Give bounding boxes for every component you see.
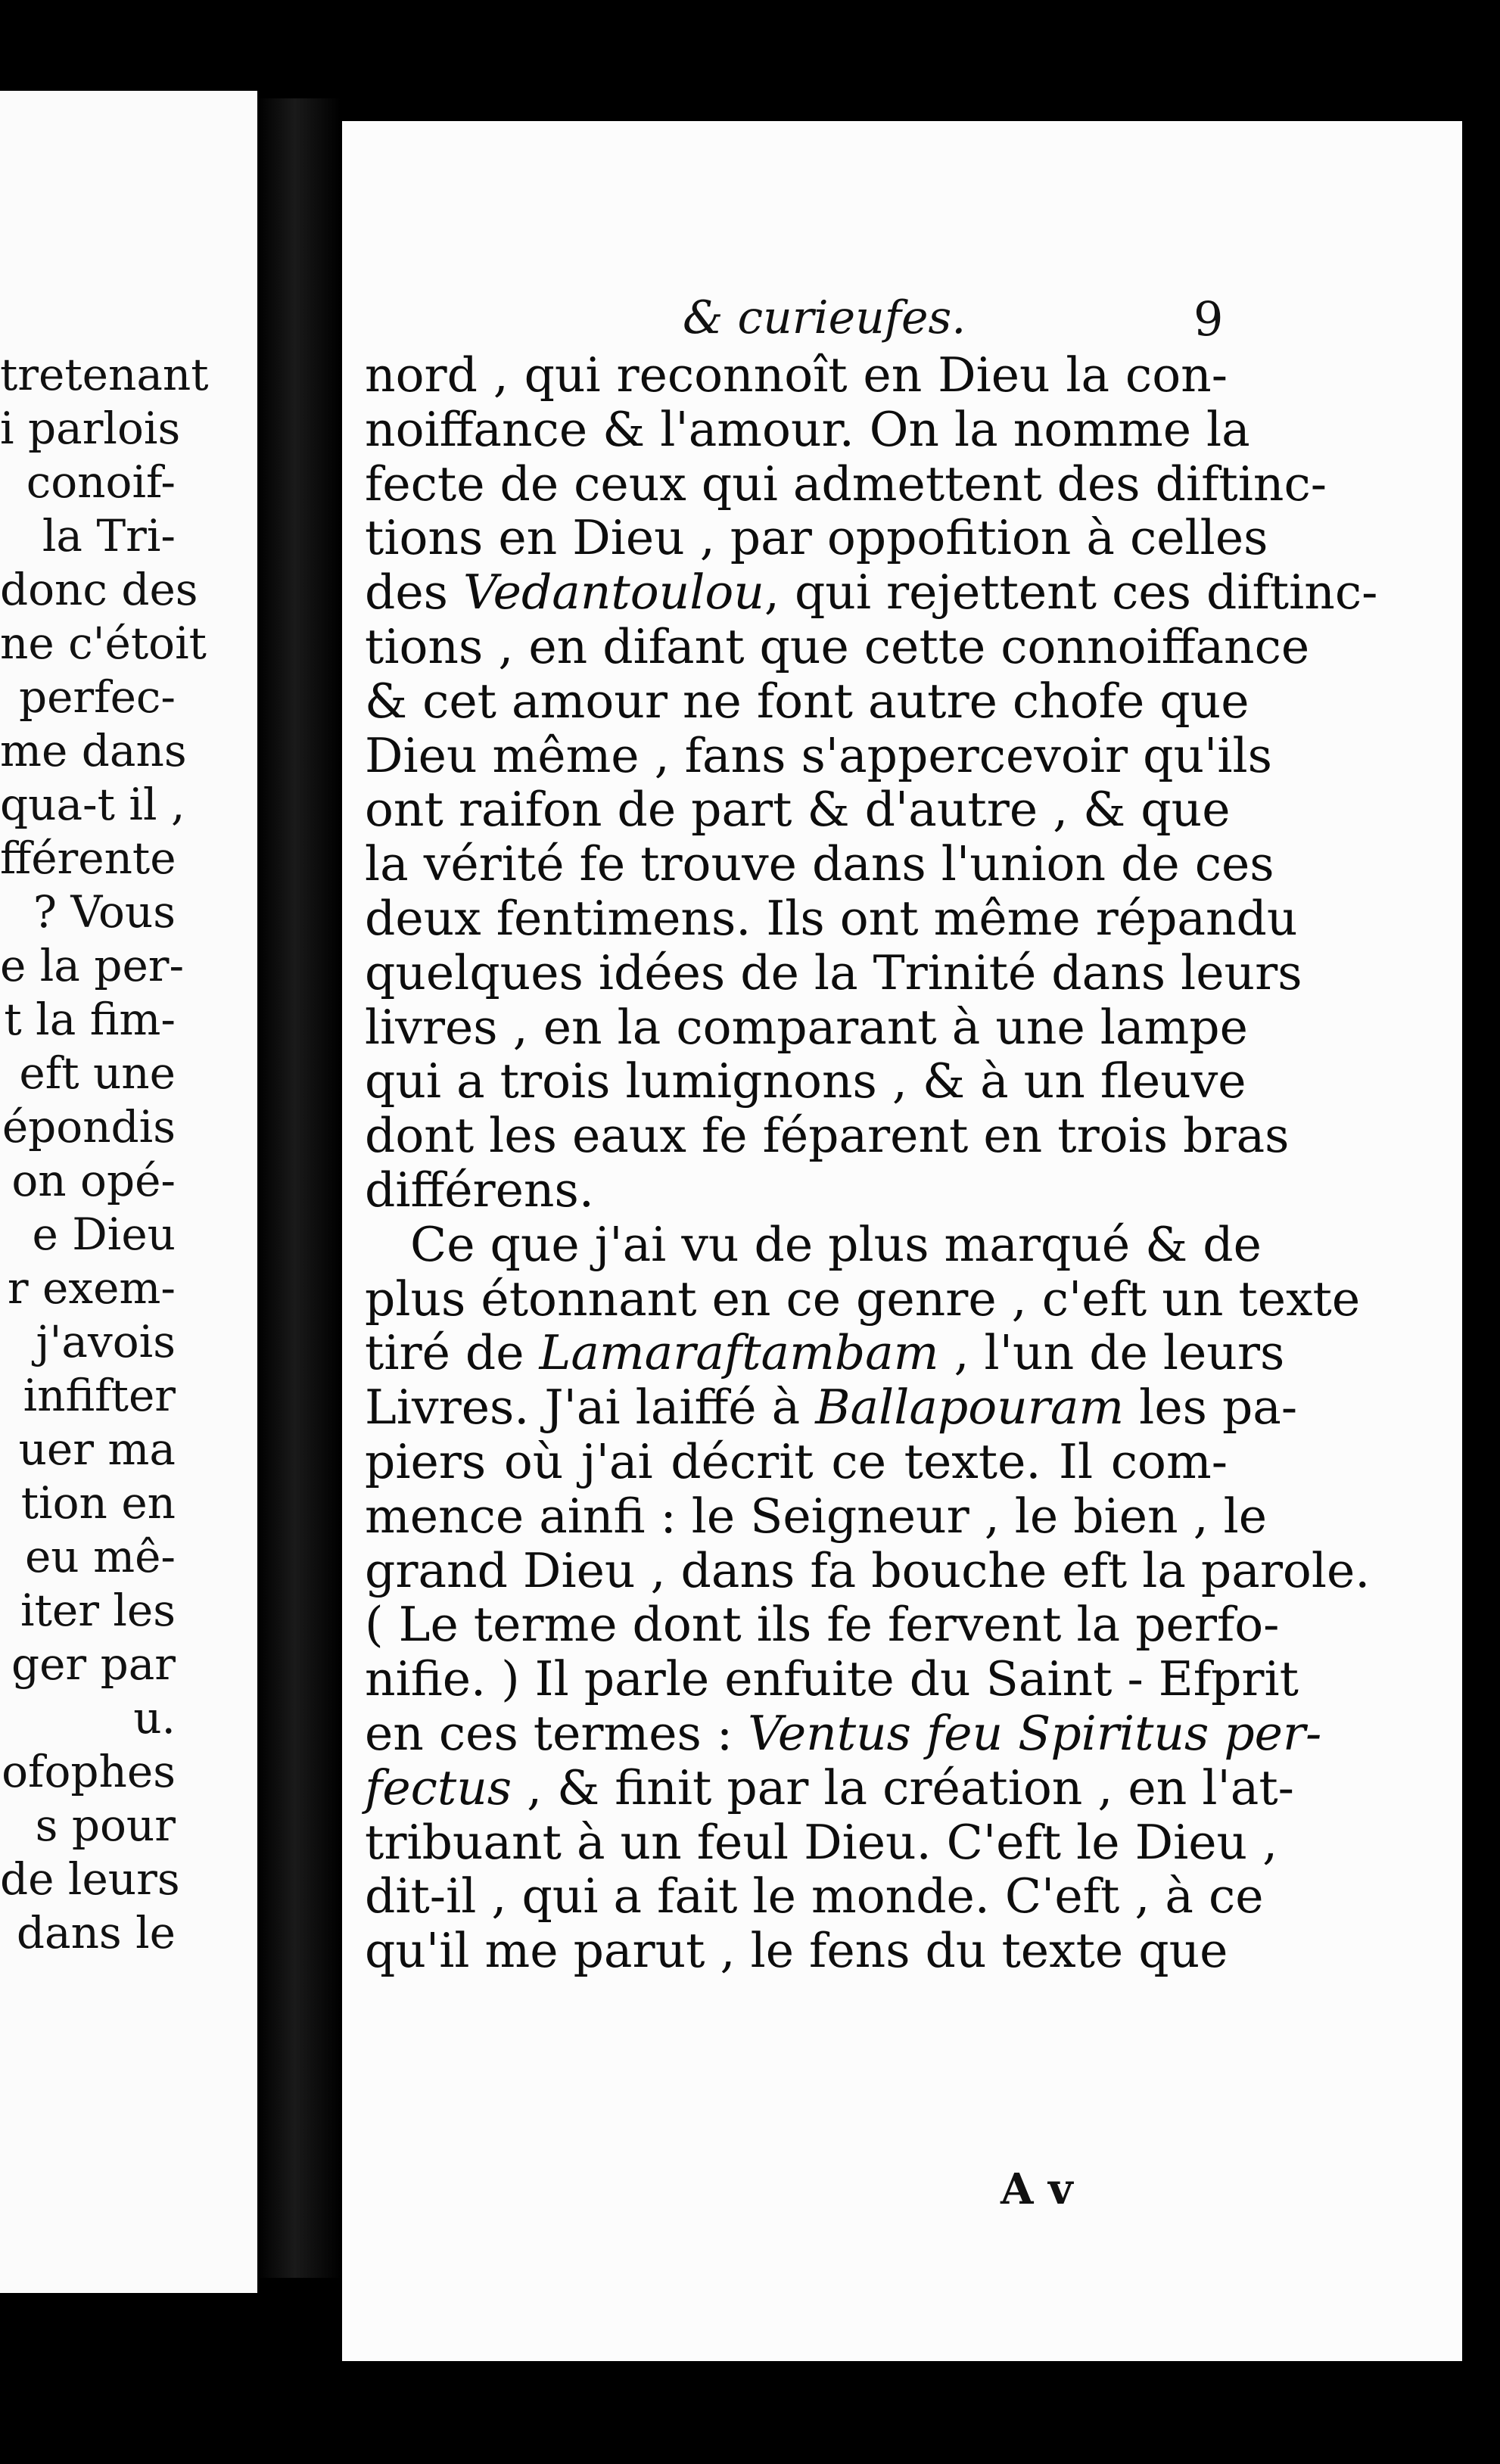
right-page	[342, 121, 1462, 2361]
text-line: tions en Dieu , par oppofition à celles	[365, 510, 1268, 566]
left-page-line: uer ma	[18, 1423, 176, 1475]
text-run: les pa-	[1124, 1380, 1298, 1436]
left-page-line: tion en	[20, 1477, 176, 1529]
left-page-line: eft une	[19, 1047, 176, 1099]
left-page-line: la Tri-	[42, 510, 176, 562]
page-number: 9	[1193, 291, 1224, 347]
left-page-line: u.	[133, 1692, 176, 1744]
left-page-line: tretenant	[0, 349, 209, 400]
text-line: ( Le terme dont ils fe fervent la perfo-	[365, 1597, 1280, 1653]
text-line	[365, 1325, 1285, 1381]
text-line	[365, 565, 1378, 621]
left-page-line: perfec-	[18, 671, 176, 723]
text-line: qui a trois lumignons , & à un fleuve	[365, 1053, 1246, 1109]
left-page-line: ofophes	[2, 1746, 176, 1797]
text-line: mence ainfi : le Seigneur , le bien , le	[365, 1488, 1268, 1544]
left-page-line: donc des	[0, 564, 198, 615]
text-line: fecte de ceux qui admettent des diftinc-	[365, 456, 1327, 512]
text-line: nifie. ) Il parle enfuite du Saint - Efprit	[365, 1651, 1299, 1707]
left-page-line: conoif-	[26, 456, 176, 508]
italic-term: fectus	[365, 1759, 512, 1815]
text-line: qu'il me parut , le fens du texte que	[365, 1923, 1228, 1979]
left-page-text	[0, 348, 209, 1960]
italic-term: Vedantoulou	[462, 565, 764, 621]
text-line: piers où j'ai décrit ce texte. Il com-	[365, 1433, 1228, 1489]
left-page-line: iter les	[20, 1585, 176, 1636]
italic-term: Ballapouram	[815, 1380, 1125, 1436]
left-page-line: j'avois	[36, 1316, 176, 1367]
text-line: plus étonnant en ce genre , c'eft un texte	[365, 1271, 1361, 1327]
book-gutter	[257, 98, 341, 2278]
left-page-line: épondis	[2, 1101, 176, 1153]
text-line: nord , qui reconnoît en Dieu la con-	[365, 347, 1228, 403]
text-line: quelques idées de la Trinité dans leurs	[365, 944, 1302, 1000]
text-run: en ces termes :	[365, 1705, 748, 1761]
text-line: tribuant à un feul Dieu. C'eft le Dieu ,	[365, 1814, 1278, 1870]
body-text	[365, 347, 1378, 1979]
text-run: , & finit par la création , en l'at-	[512, 1759, 1294, 1815]
left-page-line: on opé-	[11, 1155, 176, 1206]
text-line	[365, 1705, 1322, 1761]
left-page-line: de leurs	[0, 1853, 180, 1905]
text-line: deux fentimens. Ils ont même répandu	[365, 890, 1298, 946]
italic-term: Ventus feu Spiritus per-	[748, 1705, 1322, 1761]
text-line: & cet amour ne font autre chofe que	[365, 673, 1249, 729]
scan-border	[0, 2361, 1500, 2464]
left-page-line: me dans	[0, 725, 187, 776]
text-line: dont les eaux fe féparent en trois bras	[365, 1108, 1290, 1164]
left-page-line: r exem-	[7, 1262, 176, 1314]
text-line: tions , en difant que cette connoiffance	[365, 618, 1310, 674]
left-page-line: fférente	[0, 832, 176, 884]
left-page	[0, 91, 257, 2293]
text-line: grand Dieu , dans fa bouche eft la parole.	[365, 1542, 1371, 1598]
signature-mark: A v	[1001, 2164, 1073, 2214]
left-page-line: dans le	[16, 1907, 176, 1958]
text-line: Ce que j'ai vu de plus marqué & de	[410, 1216, 1262, 1272]
left-page-line: qua-t il ,	[0, 779, 185, 830]
left-page-line: i parlois	[0, 403, 181, 454]
text-line: livres , en la comparant à une lampe	[365, 999, 1248, 1055]
text-line	[365, 1380, 1298, 1436]
text-run: , l'un de leurs	[938, 1325, 1285, 1381]
text-line	[365, 1759, 1294, 1815]
left-page-line: ne c'étoit	[0, 618, 207, 669]
text-line: différens.	[365, 1162, 594, 1218]
text-line: Dieu même , fans s'appercevoir qu'ils	[365, 727, 1272, 783]
text-run: des	[365, 565, 463, 621]
text-run: Livres. J'ai laiffé à	[365, 1380, 816, 1436]
text-run: tiré de	[365, 1325, 540, 1381]
running-head: & curieufes.	[683, 291, 966, 344]
left-page-line: ? Vous	[33, 886, 176, 938]
left-page-line: eu mê-	[24, 1531, 176, 1582]
left-page-line: s pour	[35, 1800, 176, 1851]
left-page-line: ger par	[11, 1638, 176, 1690]
text-run: , qui rejettent ces diftinc-	[764, 565, 1378, 621]
left-page-line: e Dieu	[32, 1209, 176, 1260]
left-page-line: infifter	[23, 1370, 176, 1421]
text-line: ont raifon de part & d'autre , & que	[365, 782, 1231, 838]
text-line: noiffance & l'amour. On la nomme la	[365, 401, 1250, 457]
text-line: dit-il , qui a fait le monde. C'eft , à ce	[365, 1868, 1264, 1924]
left-page-line: e la per-	[0, 940, 185, 991]
left-page-line: t la fim-	[4, 994, 176, 1045]
italic-term: Lamaraftambam	[539, 1325, 939, 1381]
text-line: la vérité fe trouve dans l'union de ces	[365, 836, 1274, 892]
